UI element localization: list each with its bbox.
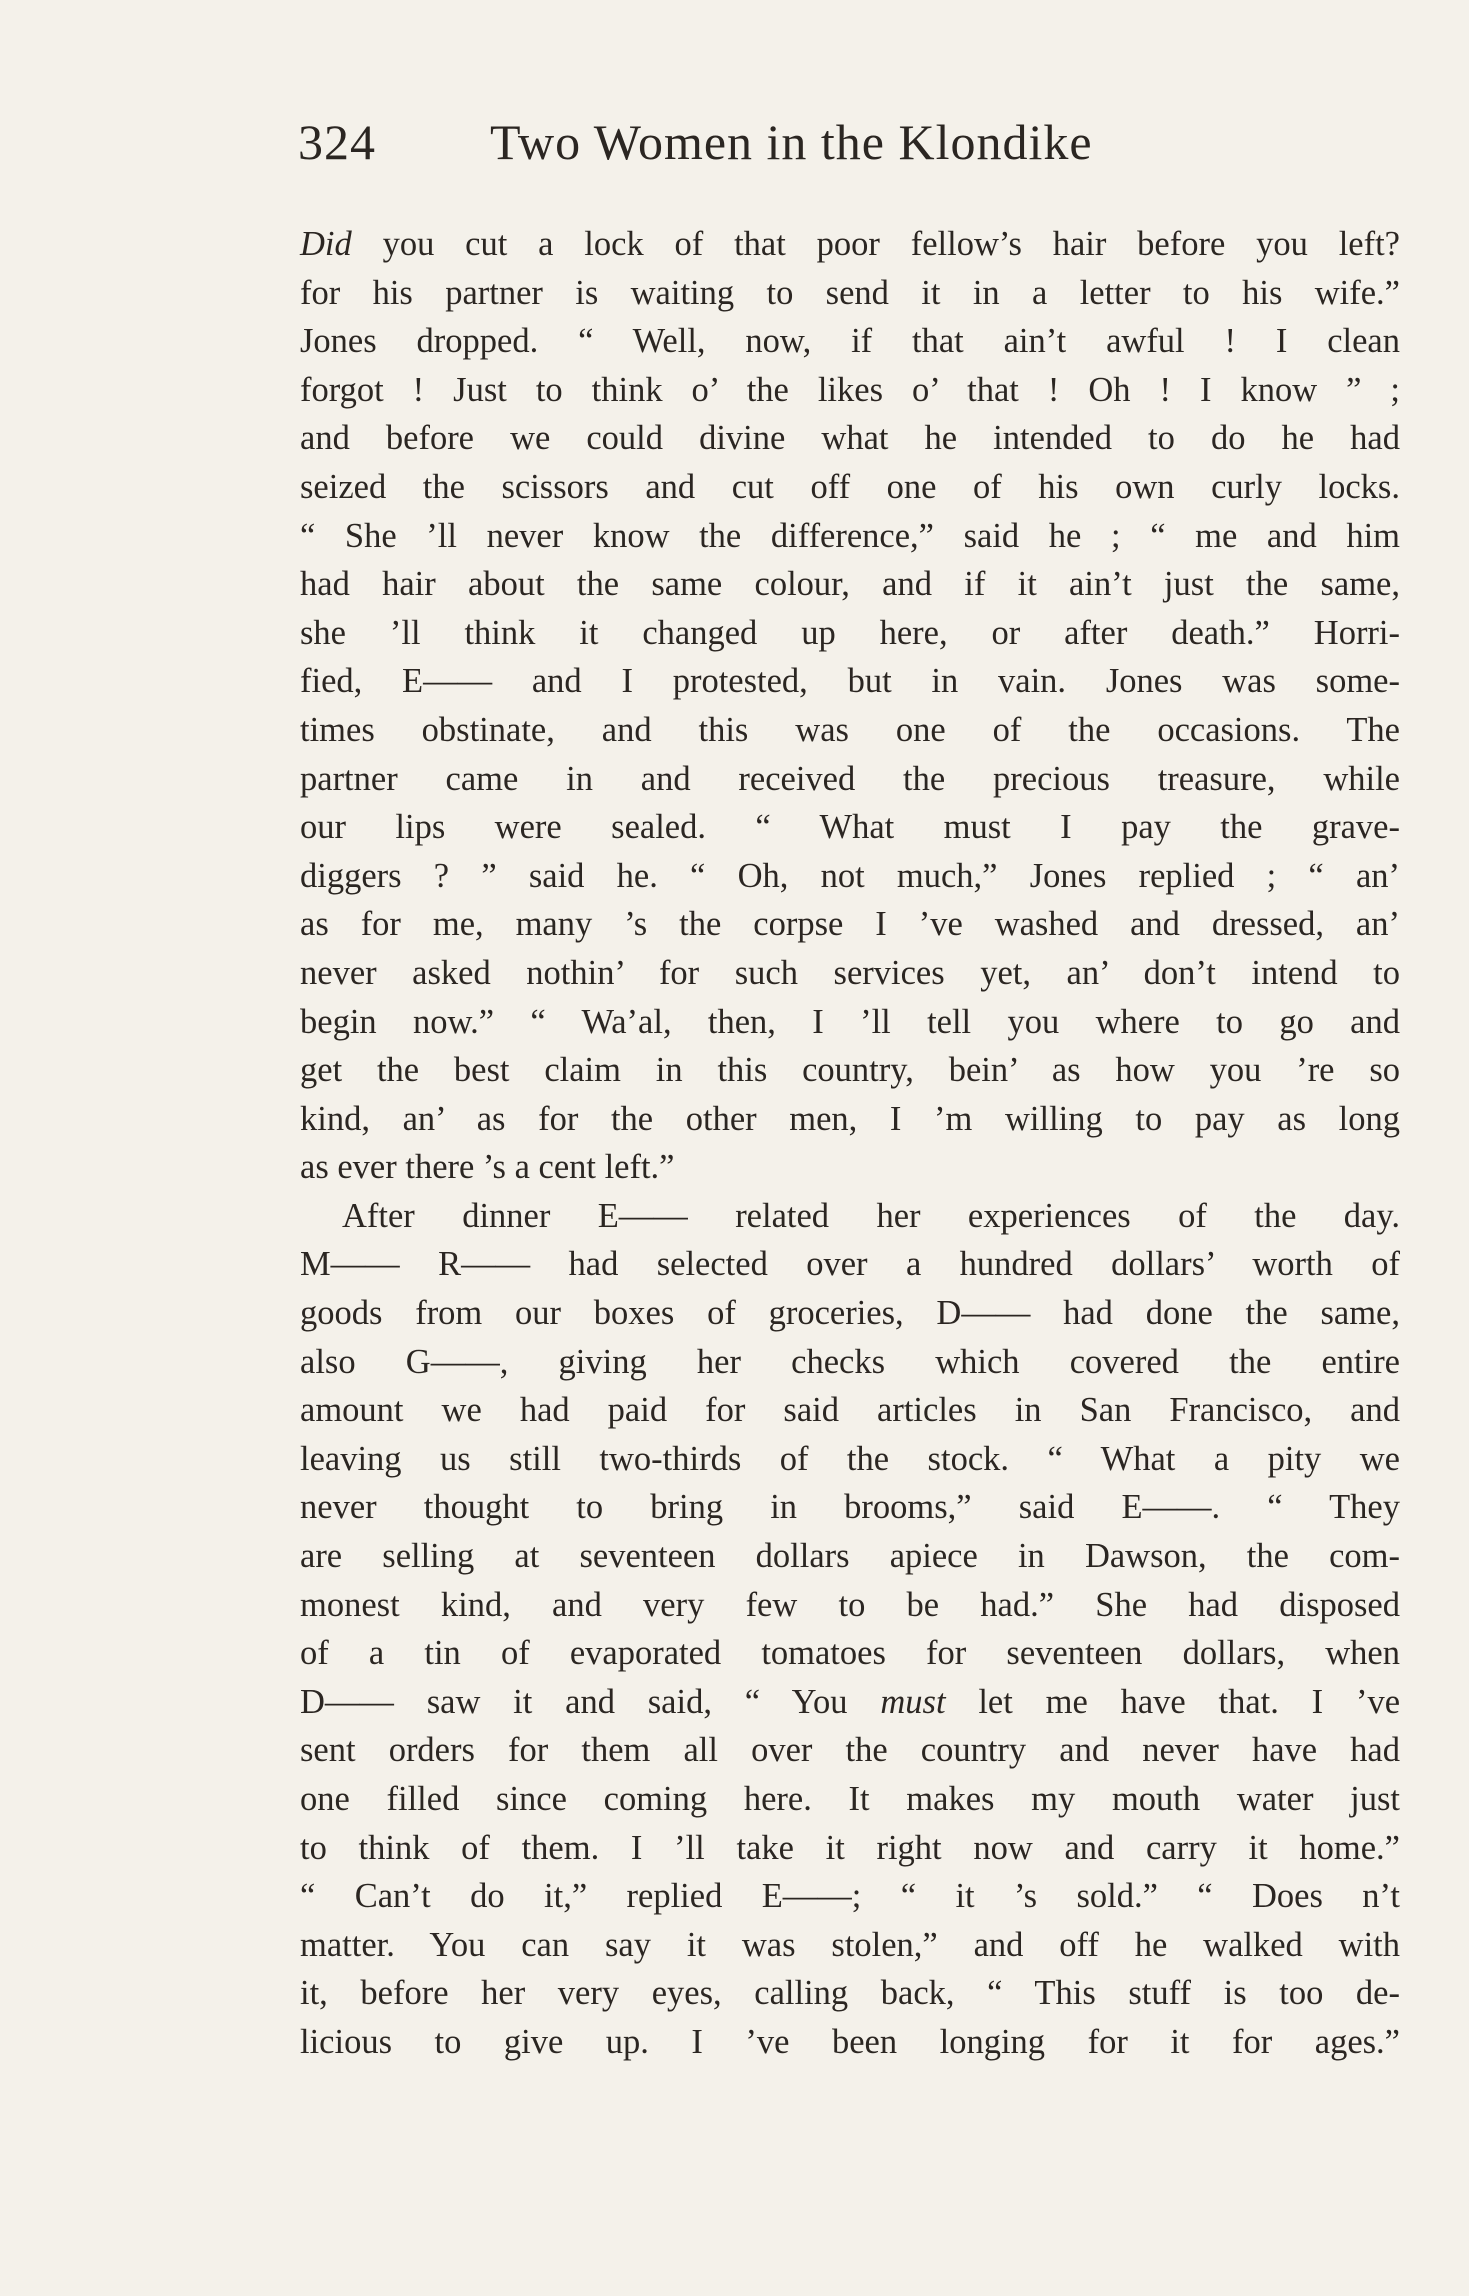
text-line: never asked nothin’ for such services yet, an’ don’t intend to <box>300 953 1400 992</box>
text-line: she ’ll think it changed up here, or after death.” Horri- <box>300 613 1400 652</box>
text-line: diggers ? ” said he. “ Oh, not much,” Jones replied ; “ an’ <box>300 856 1400 895</box>
body-text <box>300 220 1400 2067</box>
text-line: amount we had paid for said articles in San Francisco, and <box>300 1391 1400 1430</box>
text-line: begin now.” “ Wa’al, then, I ’ll tell you where to go and <box>300 1002 1400 1041</box>
text-line: kind, an’ as for the other men, I ’m willing to pay as long <box>300 1099 1400 1138</box>
italic-word: must <box>880 1682 946 1721</box>
paragraph-first-line: After dinner E—— related her experiences of the day. <box>342 1196 1400 1235</box>
text-line: monest kind, and very few to be had.” She had disposed <box>300 1585 1400 1624</box>
text-line: are selling at seventeen dollars apiece in Dawson, the com- <box>300 1537 1400 1576</box>
text-line: as for me, many ’s the corpse I ’ve washed and dressed, an’ <box>300 905 1400 944</box>
text-line: forgot ! Just to think o’ the likes o’ that ! Oh ! I know ” ; <box>300 370 1400 409</box>
text-line: and before we could divine what he intended to do he had <box>300 419 1400 458</box>
text-line: one filled since coming here. It makes my mouth water just <box>300 1780 1400 1818</box>
text-line: “ Can’t do it,” replied E——; “ it ’s sold.” “ Does n’t <box>300 1877 1400 1916</box>
text-line: D—— saw it and said, “ You must let me have that. I ’ve <box>300 1682 1401 1721</box>
text-line: also G——, giving her checks which covered the entire <box>300 1342 1400 1381</box>
running-head <box>298 112 1228 172</box>
text-line: times obstinate, and this was one of the occasions. The <box>300 710 1400 749</box>
text-line: Did you cut a lock of that poor fellow’s hair before you left? <box>300 225 1400 263</box>
text-line: sent orders for them all over the country and never have had <box>300 1731 1400 1770</box>
text-line: goods from our boxes of groceries, D—— had done the same, <box>300 1294 1400 1333</box>
book-title: Two Women in the Klondike <box>490 114 1093 170</box>
text-line: leaving us still two-thirds of the stock. “ What a pity we <box>300 1439 1400 1478</box>
text-line: our lips were sealed. “ What must I pay the grave- <box>300 808 1400 847</box>
paragraph-last-line: as ever there ’s a cent left.” <box>300 1148 675 1187</box>
text-line: Jones dropped. “ Well, now, if that ain’t awful ! I clean <box>300 322 1400 361</box>
text-line: partner came in and received the precious treasure, while <box>300 759 1400 798</box>
page-number: 324 <box>298 114 376 170</box>
text-line: get the best claim in this country, bein’ as how you ’re so <box>300 1051 1400 1090</box>
text-line: licious to give up. I ’ve been longing for it for ages.” <box>300 2022 1400 2061</box>
text-line: M—— R—— had selected over a hundred dollars’ worth of <box>300 1245 1400 1284</box>
text-line: matter. You can say it was stolen,” and off he walked with <box>300 1925 1400 1964</box>
text-line: fied, E—— and I protested, but in vain. Jones was some- <box>300 662 1400 701</box>
text-line: had hair about the same colour, and if it ain’t just the same, <box>300 565 1400 604</box>
text-line: never thought to bring in brooms,” said E——. “ They <box>300 1488 1400 1527</box>
text-line: it, before her very eyes, calling back, “ This stuff is too de- <box>300 1974 1400 2013</box>
text-line: to think of them. I ’ll take it right now and carry it home.” <box>300 1828 1400 1867</box>
text-line: for his partner is waiting to send it in a letter to his wife.” <box>300 273 1400 312</box>
italic-word: Did <box>300 225 352 263</box>
text-line: seized the scissors and cut off one of his own curly locks. <box>300 467 1400 506</box>
text-line: “ She ’ll never know the difference,” said he ; “ me and him <box>300 516 1400 555</box>
text-line: of a tin of evaporated tomatoes for seventeen dollars, when <box>300 1634 1400 1673</box>
